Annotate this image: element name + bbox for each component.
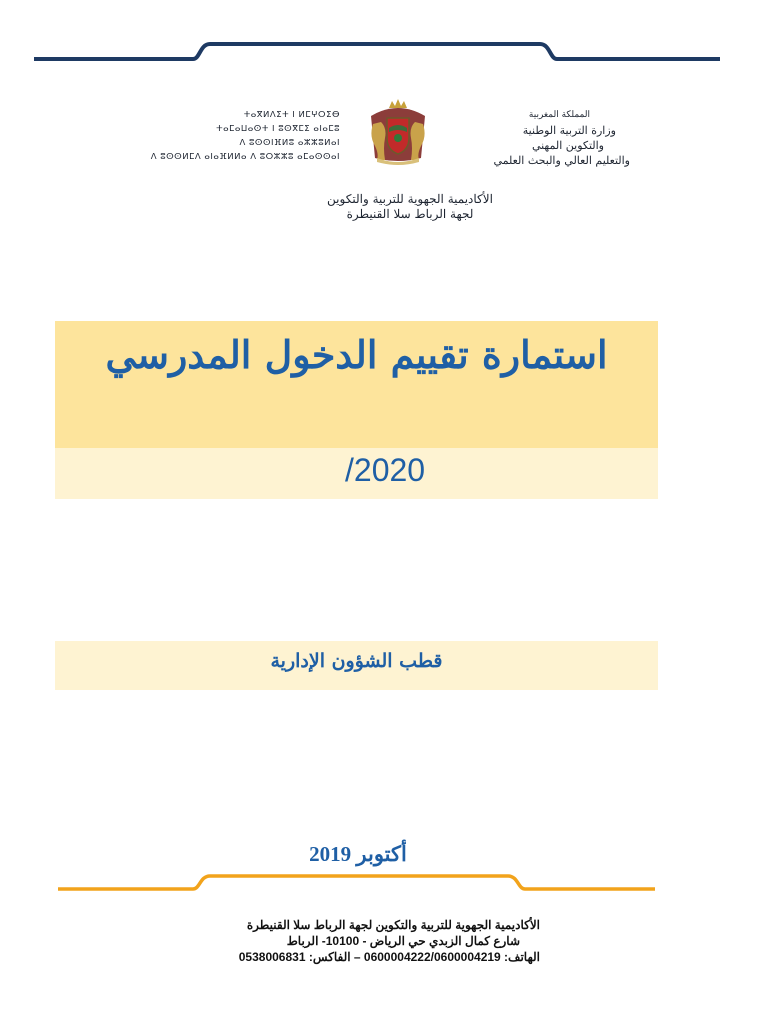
pole-name: قطب الشؤون الإدارية [270, 650, 443, 672]
footer-contact [120, 917, 540, 965]
kingdom-name: المملكة المغربية [528, 110, 590, 120]
ministry-line: وزارة التربية الوطنية [522, 124, 616, 137]
document-title: استمارة تقييم الدخول المدرسي [105, 332, 608, 377]
footer-phone-line: الهاتف: 0600004222/0600004219 – الفاكس: 0538006831 [238, 950, 540, 964]
tifinagh-ministry-text [150, 108, 340, 164]
tifinagh-line: ⴷ ⵓⵙⵙⵏⴼⵍⵓ ⴰⵣⵣⵓⵍⴰⵏ [239, 138, 340, 148]
tifinagh-line: ⵜⴰⵎⴰⵡⴰⵙⵜ ⵏ ⵓⵙⴳⵎⵉ ⴰⵏⴰⵎⵓ [216, 124, 340, 134]
tifinagh-line: ⵜⴰⴳⵍⴷⵉⵜ ⵏ ⵍⵎⵖⵔⵉⴱ [243, 110, 340, 120]
bottom-divider-line [0, 872, 768, 894]
school-year: /2020 [345, 452, 426, 488]
tifinagh-line: ⴷ ⵓⵙⵙⵍⵎⴷ ⴰⵏⴰⴼⵍⵍⴰ ⴷ ⵓⵔⵣⵣⵓ ⴰⵎⴰⵙⵙⴰⵏ [150, 152, 340, 162]
academy-name [270, 192, 550, 222]
ministry-line: والتعليم العالي والبحث العلمي [493, 154, 630, 167]
document-date: أكتوبر 2019 [309, 842, 407, 866]
top-divider-line [0, 38, 768, 64]
academy-line: الأكاديمية الجهوية للتربية والتكوين [327, 192, 493, 206]
footer-address-line: شارع كمال الزبدي حي الرياض - 10100- الرباط [286, 934, 520, 948]
ministry-line: والتكوين المهني [531, 139, 604, 152]
footer-academy-line: الأكاديمية الجهوية للتربية والتكوين لجهة الرباط سلا القنيطرة [246, 918, 540, 932]
moroccan-coat-of-arms-icon [365, 98, 431, 166]
ministry-arabic-text [430, 108, 630, 168]
academy-line: لجهة الرباط سلا القنيطرة [346, 207, 474, 221]
